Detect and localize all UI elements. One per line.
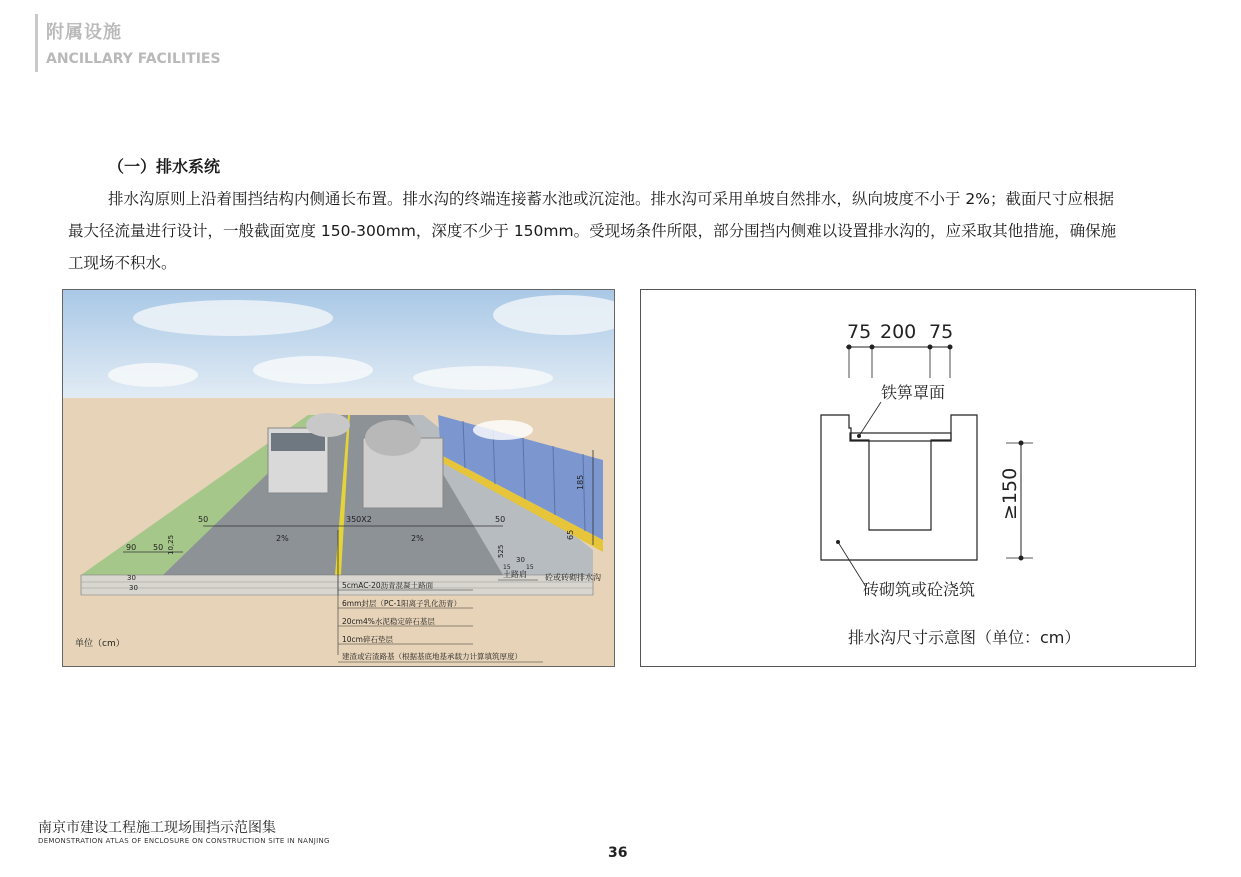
- unit-label: 单位（cm）: [75, 639, 125, 649]
- road-section-figure: [62, 289, 615, 667]
- cloud: [253, 356, 373, 384]
- dim-left-shoulder: 50: [198, 515, 209, 524]
- drain-figure-caption: 排水沟尺寸示意图（单位：cm）: [848, 628, 1081, 647]
- material-leader: [838, 542, 866, 587]
- dim-depth-label: ≥150: [999, 467, 1021, 520]
- grate-leader: [859, 402, 881, 436]
- footer-title-en: DEMONSTRATION ATLAS OF ENCLOSURE ON CONSTRUCTION SITE IN NANJING: [38, 837, 330, 845]
- dim-top-200: 200: [880, 321, 917, 343]
- truck-left-tank: [306, 413, 350, 437]
- callout-soil: 土路肩: [503, 570, 527, 579]
- dim-right-shoulder: 50: [495, 515, 506, 524]
- grate-label: 铁箅罩面: [881, 383, 946, 402]
- layer-label: 建渣或宕渣路基（根据基底地基承载力计算填筑厚度）: [342, 652, 522, 661]
- section-paragraph: [68, 183, 1198, 279]
- dim-edge-1025: 10,25: [167, 534, 175, 555]
- cloud: [133, 300, 333, 336]
- dim-top-75-left: 75: [847, 321, 872, 343]
- dim-top-extensions: [849, 347, 950, 378]
- section-heading: （一）排水系统: [108, 157, 221, 176]
- layer-label: 20cm4%水泥稳定碎石基层: [342, 617, 435, 626]
- dim-ditch-15a: 15: [503, 564, 511, 571]
- road-section-illustration: [63, 290, 615, 667]
- dim-depth-30b: 30: [129, 584, 138, 592]
- cloud: [413, 366, 553, 390]
- header-accent-bar: [35, 14, 38, 72]
- paragraph-line: 排水沟原则上沿着围挡结构内侧通长布置。排水沟的终端连接蓄水池或沉淀池。排水沟可采用单坡自然排水，纵向坡度不小于 2%；截面尺寸应根据: [108, 190, 1115, 208]
- dim-ditch-30: 30: [516, 556, 525, 564]
- dim-edge-90: 90: [126, 543, 137, 552]
- material-label: 砖砌筑或砼浇筑: [863, 580, 976, 599]
- header-title-en: ANCILLARY FACILITIES: [46, 51, 221, 67]
- dim-top-75-right: 75: [929, 321, 954, 343]
- truck-left-windshield: [271, 433, 325, 451]
- dim-fence-height: 185: [576, 474, 585, 490]
- spray-mist: [473, 420, 533, 440]
- mixer-drum: [365, 420, 421, 456]
- drain-section-diagram: [641, 290, 1197, 668]
- drain-body-outline: [821, 415, 977, 560]
- dim-slope-right: 2%: [411, 534, 424, 543]
- page-number: 36: [608, 845, 628, 861]
- drain-dimension-figure: [640, 289, 1196, 667]
- dim-ditch-15b: 15: [526, 564, 534, 571]
- dim-depth-30a: 30: [127, 574, 136, 582]
- paragraph-line: 工现场不积水。: [68, 254, 177, 272]
- dim-base-height: 65: [566, 529, 575, 540]
- callout-ditch: 砼或砖砌排水沟: [545, 573, 601, 582]
- header-title-cn: 附属设施: [46, 22, 122, 43]
- dim-edge-50: 50: [153, 543, 164, 552]
- grate-leader-dot: [857, 434, 861, 438]
- dim-slope-left: 2%: [276, 534, 289, 543]
- footer-title-cn: 南京市建设工程施工现场围挡示范图集: [38, 820, 276, 836]
- paragraph-line: 最大径流量进行设计，一般截面宽度 150-300mm，深度不少于 150mm。受现场条件所限，部分围挡内侧难以设置排水沟的，应采取其他措施，确保施: [68, 222, 1117, 240]
- layer-label: 5cmAC-20沥青混凝土路面: [342, 581, 434, 590]
- dim-road-width: 350X2: [346, 515, 372, 524]
- cloud: [108, 363, 198, 387]
- dim-ditch-525: 525: [497, 544, 505, 558]
- layer-label: 10cm碎石垫层: [342, 635, 393, 644]
- layer-label: 6mm封层（PC-1阳离子乳化沥青）: [342, 599, 462, 608]
